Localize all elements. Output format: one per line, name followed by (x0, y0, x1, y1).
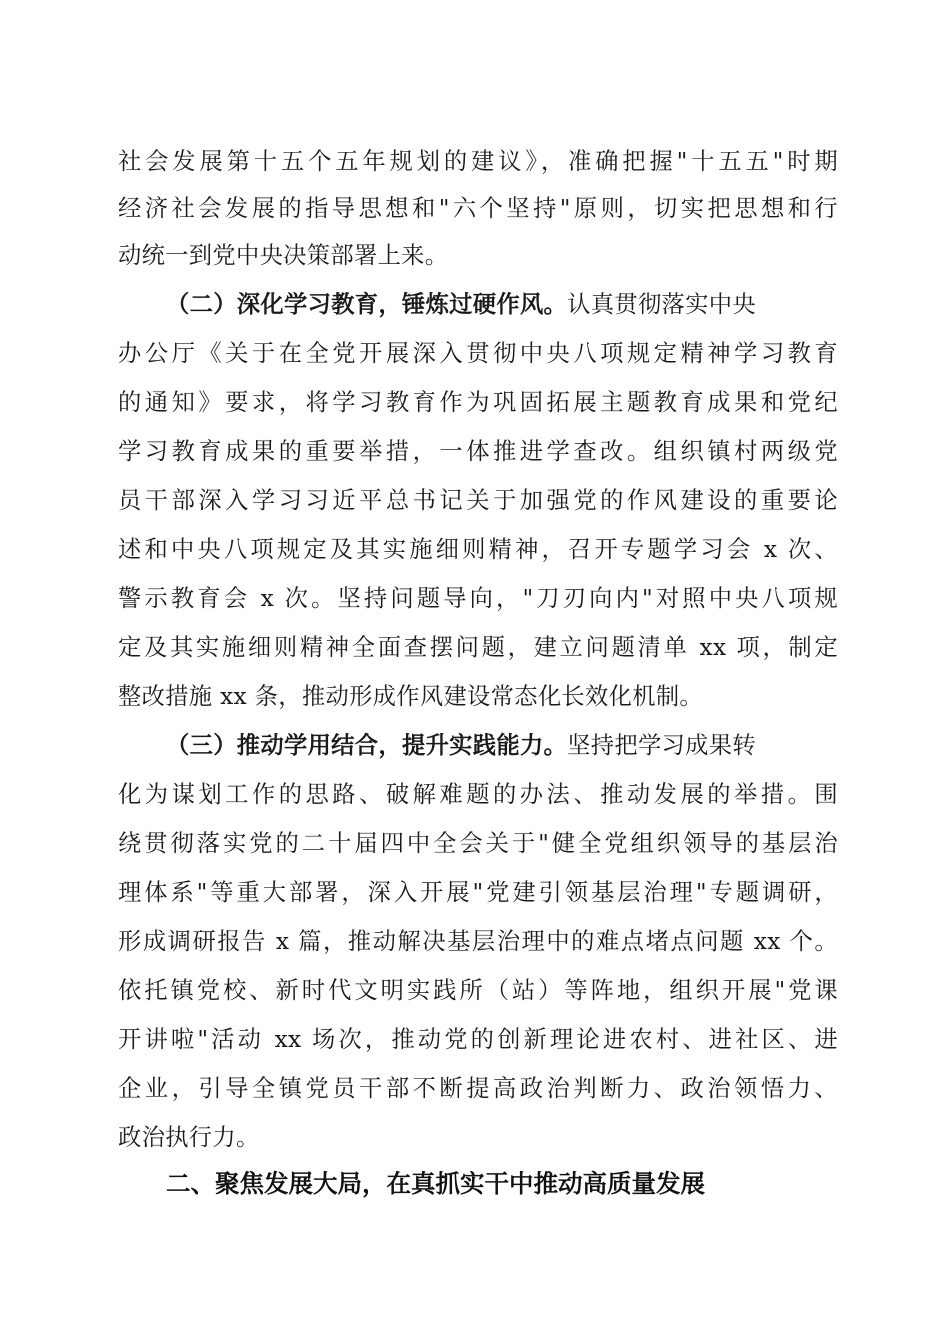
text-line: 政治执行力。 (118, 1124, 260, 1151)
text-line: 整改措施 xx 条，推动形成作风建设常态化长效化机制。 (118, 683, 704, 710)
paragraph-first-line (166, 283, 838, 327)
text-span: 认真贯彻落实中央 (567, 291, 756, 318)
text-line: 的通知》要求，将学习教育作为巩固拓展主题教育成果和党纪 (118, 389, 838, 416)
paragraph-first-line (166, 724, 838, 768)
text-line: 办公厅《关于在全党开展深入贯彻中央八项规定精神学习教育 (118, 340, 838, 367)
text-line: 员干部深入学习习近平总书记关于加强党的作风建设的重要论 (118, 487, 838, 514)
text-line: 述和中央八项规定及其实施细则精神，召开专题学习会 x 次、 (118, 536, 838, 563)
text-line: 警示教育会 x 次。坚持问题导向，"刀刃向内"对照中央八项规 (118, 585, 838, 612)
text-line: 企业，引导全镇党员干部不断提高政治判断力、政治领悟力、 (118, 1075, 838, 1102)
paragraph-subheading: （二）深化学习教育，锤炼过硬作风。 (166, 291, 568, 318)
text-line: 理体系"等重大部署，深入开展"党建引领基层治理"专题调研， (118, 879, 838, 906)
text-line: 定及其实施细则精神全面查摆问题，建立问题清单 xx 项，制定 (118, 634, 838, 661)
text-line: 化为谋划工作的思路、破解难题的办法、推动发展的举措。围 (118, 781, 838, 808)
text-line: 学习教育成果的重要举措，一体推进学查改。组织镇村两级党 (118, 438, 838, 465)
text-span: 坚持把学习成果转 (567, 732, 756, 759)
text-line: 动统一到党中央决策部署上来。 (118, 242, 449, 269)
text-line: 绕贯彻落实党的二十届四中全会关于"健全党组织领导的基层治 (118, 830, 838, 857)
text-line: 社会发展第十五个五年规划的建议》，准确把握"十五五"时期 (118, 148, 838, 175)
text-line: 形成调研报告 x 篇，推动解决基层治理中的难点堵点问题 xx 个。 (118, 928, 838, 955)
paragraph-subheading: （三）推动学用结合，提升实践能力。 (166, 732, 568, 759)
text-line: 依托镇党校、新时代文明实践所（站）等阵地，组织开展"党课 (118, 977, 838, 1004)
text-line: 经济社会发展的指导思想和"六个坚持"原则，切实把思想和行 (118, 195, 838, 222)
text-line: 开讲啦"活动 xx 场次，推动党的创新理论进农村、进社区、进 (118, 1026, 838, 1053)
section-heading: 二、聚焦发展大局，在真抓实干中推动高质量发展 (166, 1169, 705, 1198)
